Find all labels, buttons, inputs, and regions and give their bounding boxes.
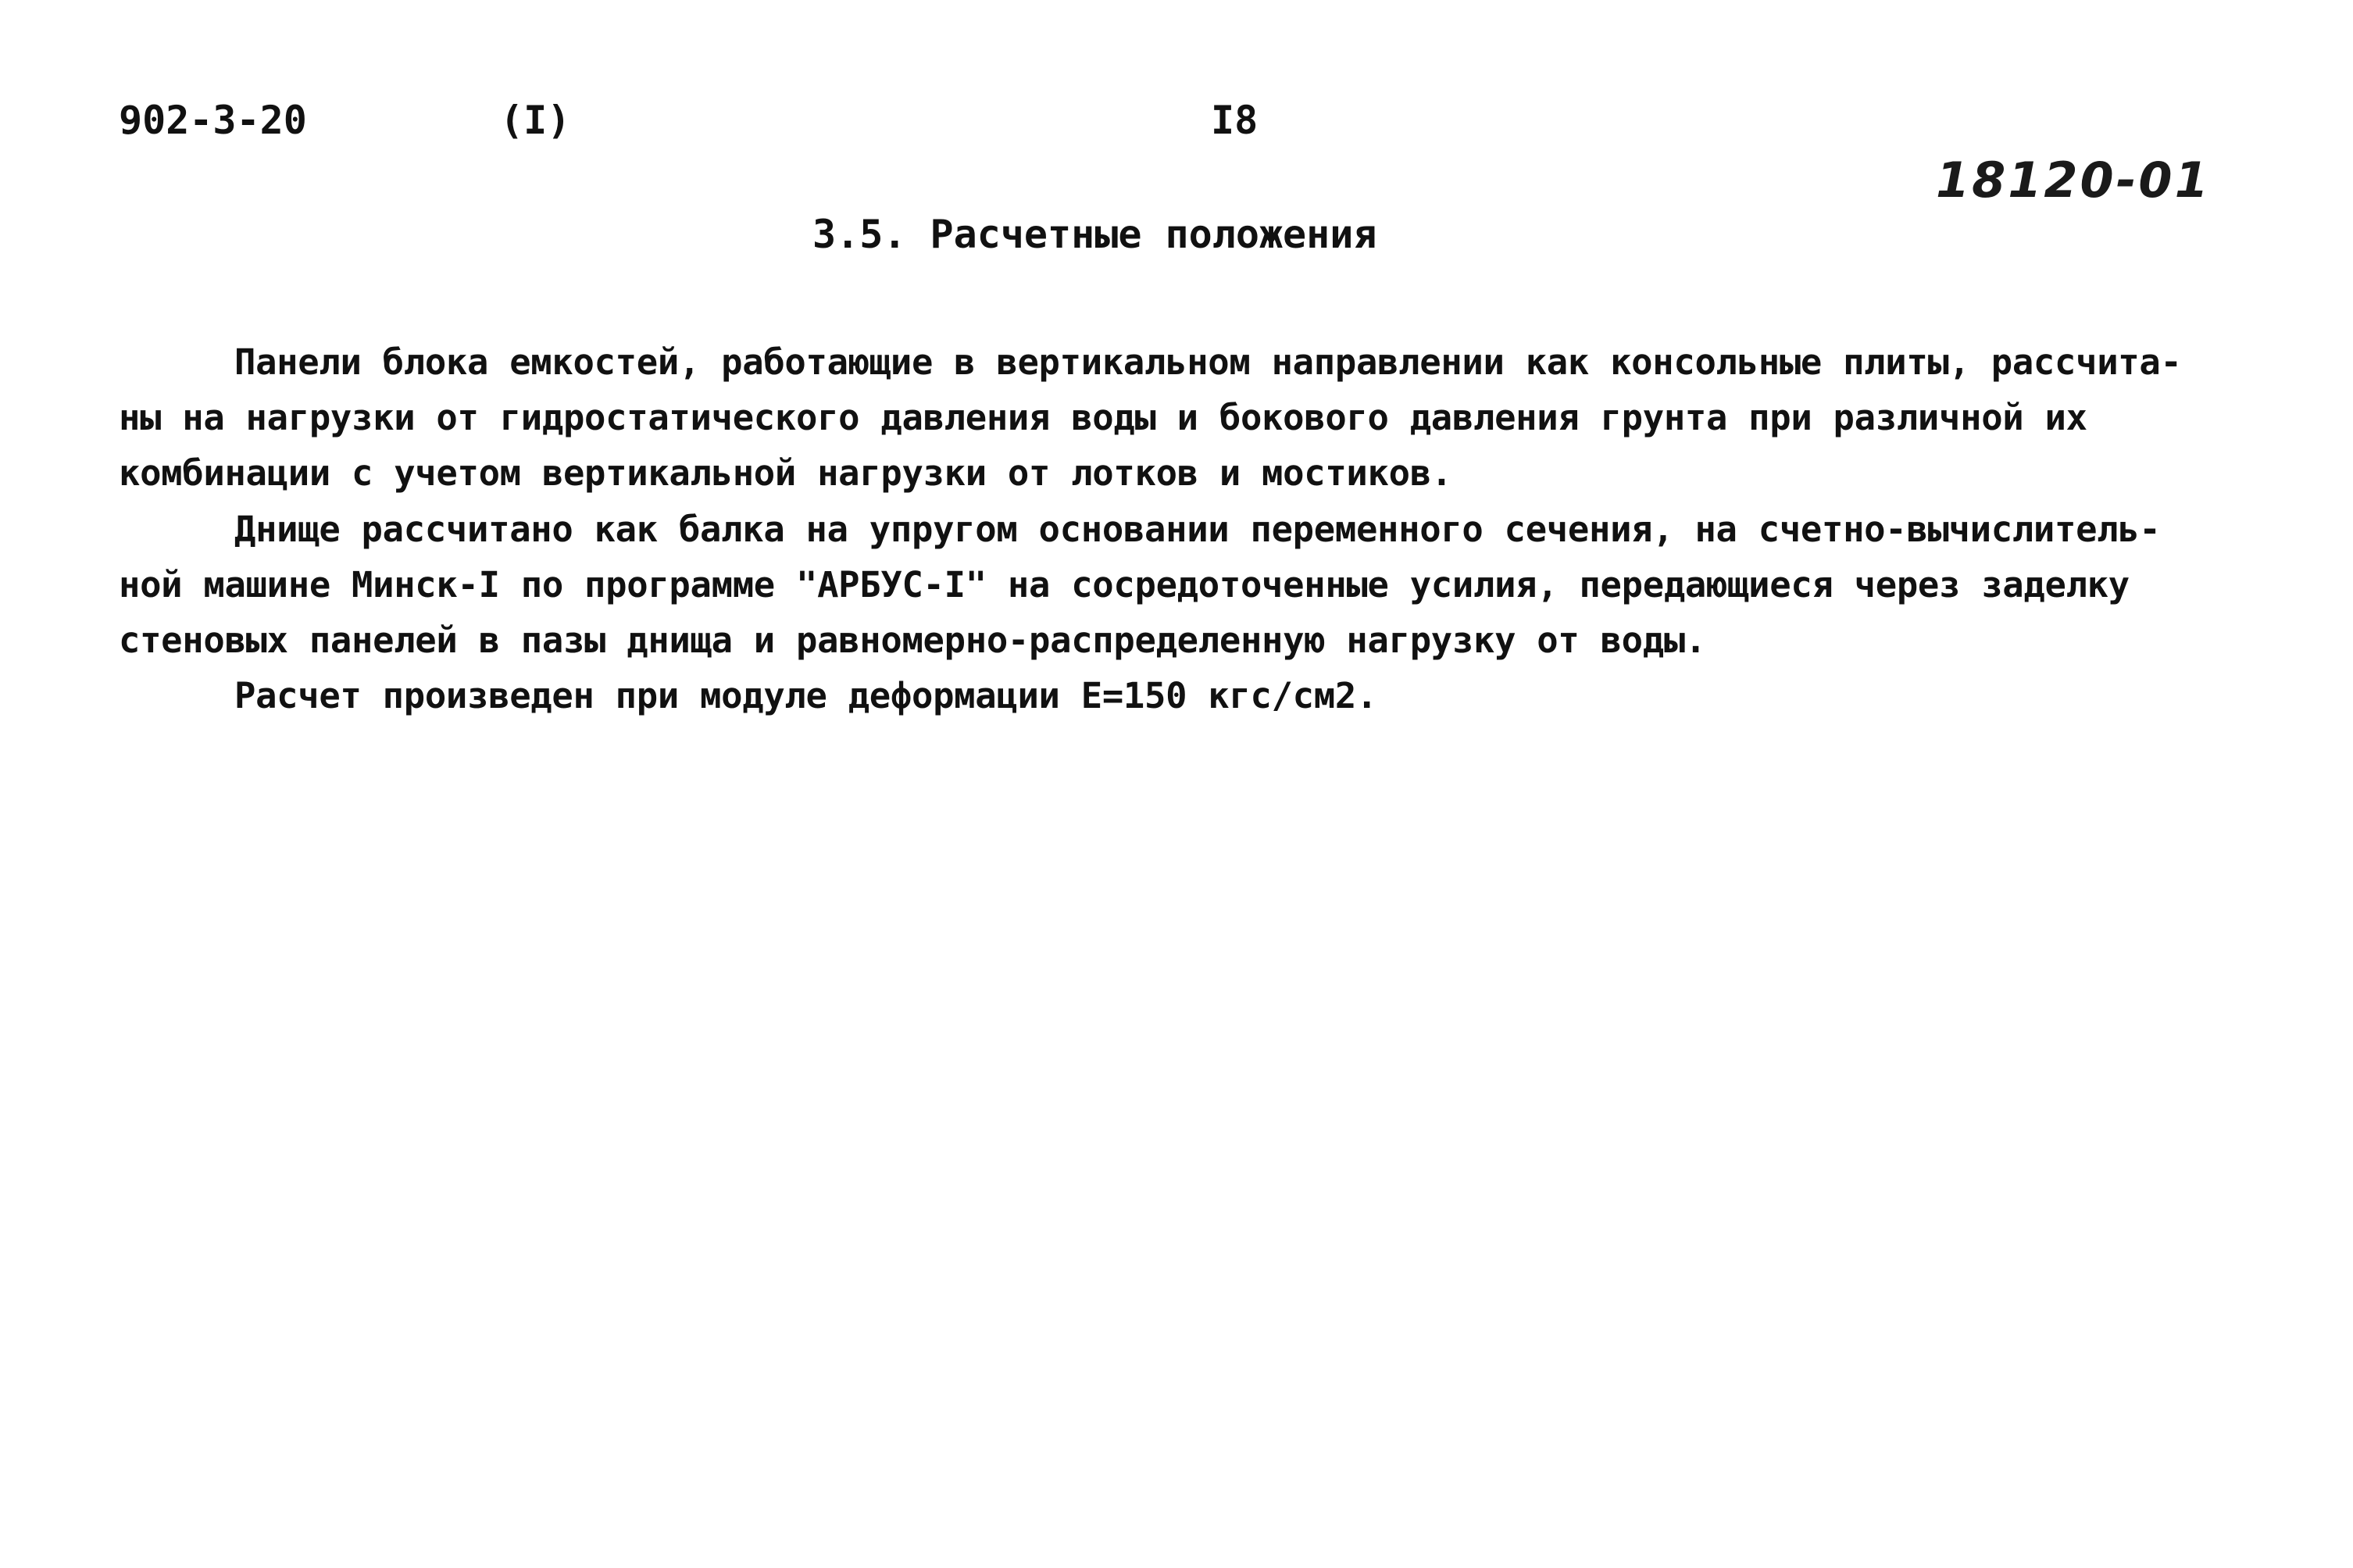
text-line: ной машине Минск-I по программе "АРБУС-I" на сосредоточенные усилия, передающиеся через заделку xyxy=(119,564,2130,605)
handwritten-inventory-number: 18120-01 xyxy=(1936,152,2211,209)
text-line: стеновых панелей в пазы днища и равномерно-распределенную нагрузку от воды. xyxy=(119,620,1706,661)
page-number: I8 xyxy=(1211,98,1259,143)
section-title: 3.5. Расчетные положения xyxy=(812,212,1377,257)
text-line: комбинации с учетом вертикальной нагрузки от лотков и мостиков. xyxy=(119,452,1452,494)
part-number: (I) xyxy=(500,98,571,143)
text-line: Расчет произведен при модуле деформации E=150 кгс/см2. xyxy=(234,675,1378,716)
text-line: ны на нагрузки от гидростатического давления воды и бокового давления грунта при различной их xyxy=(119,397,2087,438)
text-line: Днище рассчитано как балка на упругом основании переменного сечения, на счетно-вычислитель- xyxy=(234,509,2161,550)
document-code: 902-3-20 xyxy=(119,98,307,143)
text-line: Панели блока емкостей, работающие в вертикальном направлении как консольные плиты, рассчита- xyxy=(234,341,2182,383)
